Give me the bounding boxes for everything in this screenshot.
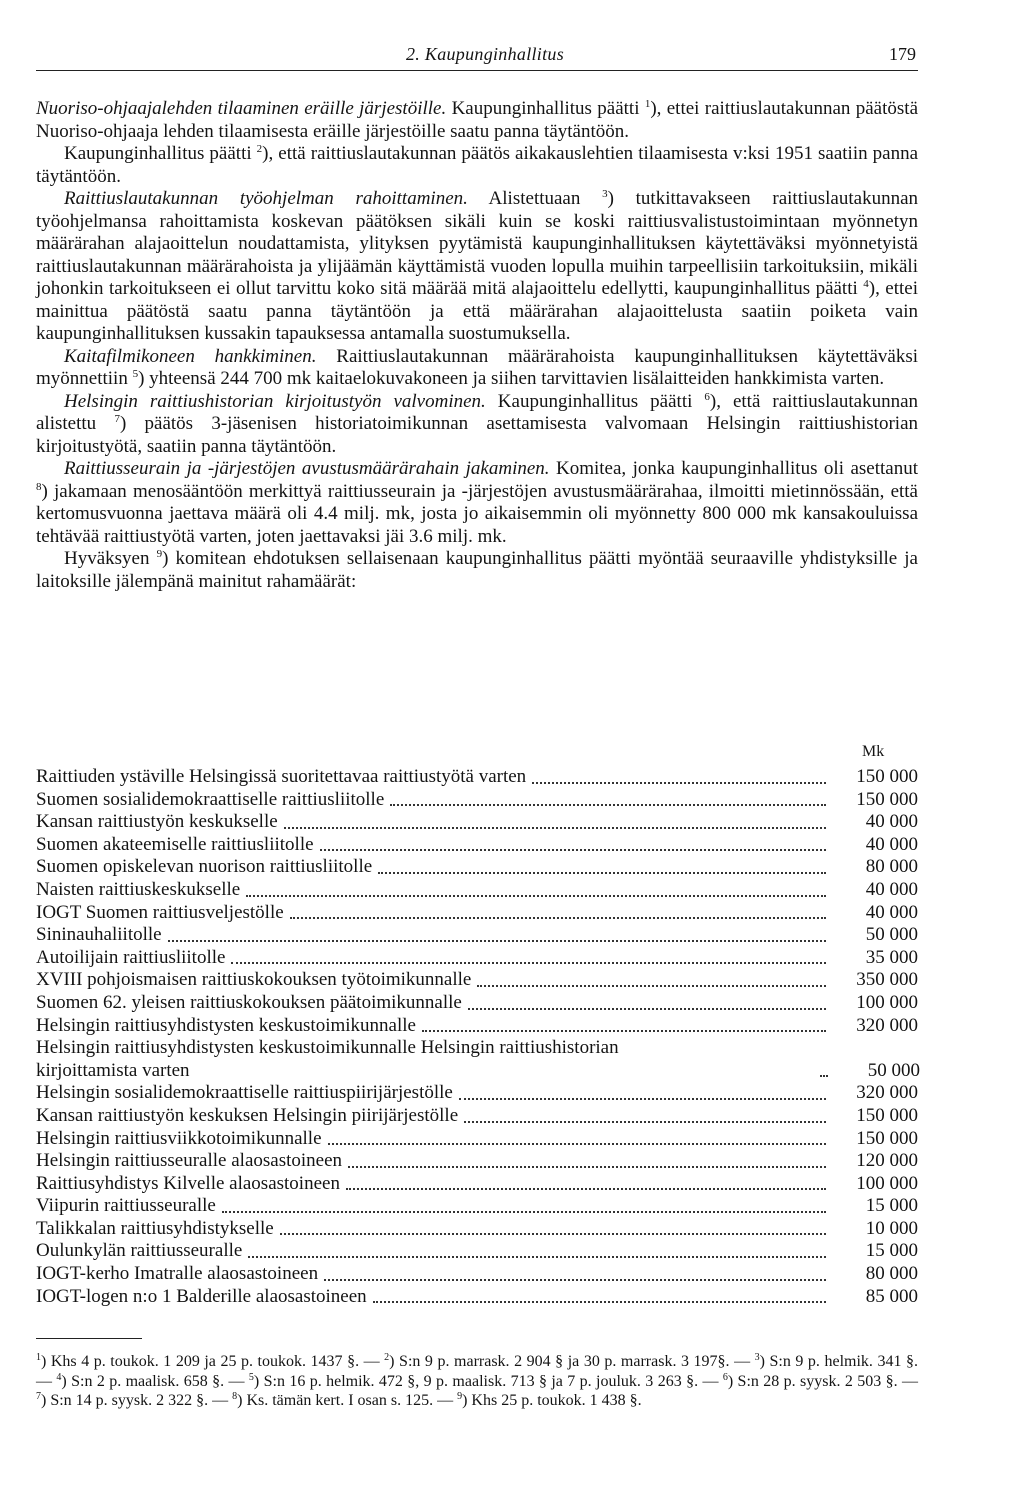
footnote-text: ) S:n 9 p. helmik. 341 §. — <box>36 1353 919 1390</box>
grant-recipient: Helsingin sosialidemokraattiselle raittiuspiirijärjestölle <box>36 1082 453 1104</box>
footnote-ref: 5 <box>132 368 139 380</box>
footnote-text: ) Ks. tämän kert. I osan s. 125. — <box>237 1392 458 1409</box>
footnote-ref: 1 <box>644 98 651 110</box>
paragraph-text: ), ettei raittiuslautakunnan päätöstä Nuoriso-ohjaaja lehden tilaamisesta eräille järjestöille saatu panna täytäntöön. <box>36 98 918 142</box>
grant-recipient: Suomen 62. yleisen raittiuskokouksen päätoimikunnalle <box>36 991 462 1013</box>
footnote-text: ) S:n 16 p. helmik. 472 §, 9 p. maalisk. 713 § ja 7 p. jouluk. 3 263 §. — <box>253 1372 723 1390</box>
grant-row <box>36 1105 918 1128</box>
section-heading: Raittiusseurain ja -järjestöjen avustusmäärärahain jakaminen. <box>64 458 550 479</box>
grant-amount: 320 000 <box>856 1082 918 1104</box>
grant-amount: 100 000 <box>856 991 918 1013</box>
section-heading: Raittiuslautakunnan työohjelman rahoittaminen. <box>64 188 468 209</box>
grant-row <box>36 834 918 857</box>
grant-row <box>36 947 918 970</box>
grant-amount: 35 000 <box>865 946 918 968</box>
dot-leader <box>284 827 826 829</box>
grant-recipient: Suomen opiskelevan nuorison raittiusliitolle <box>36 856 373 878</box>
footnote-text: ) S:n 2 p. maalisk. 658 §. — <box>61 1372 249 1390</box>
grant-amount: 40 000 <box>865 878 918 900</box>
grant-row <box>36 992 918 1015</box>
dot-leader <box>222 1211 826 1213</box>
running-header <box>36 44 918 71</box>
paragraph-text: ) päätös 3-jäsenisen historiatoimikunnan asettamisesta valvomaan Helsingin raittiushistorian kirjoitustyötä, saatiin panna täytäntöön. <box>36 413 918 457</box>
grant-amount: 40 000 <box>865 811 918 833</box>
grant-amount: 350 000 <box>856 969 918 991</box>
running-title: 2. Kaupunginhallitus <box>406 44 565 64</box>
dot-leader <box>328 1143 826 1145</box>
footnote-marker: 6 <box>722 1371 728 1383</box>
dot-leader <box>422 1030 826 1032</box>
grant-recipient: Viipurin raittiusseuralle <box>36 1195 216 1217</box>
footnote-ref: 7 <box>114 413 120 425</box>
grant-recipient: Oulunkylän raittiusseuralle <box>36 1240 243 1262</box>
dot-leader <box>378 872 826 874</box>
grant-amount: 120 000 <box>856 1150 918 1172</box>
grant-recipient: Helsingin raittiusyhdistysten keskustoimikunnalle Helsingin raittiushistorian kirjoittamista varten <box>36 1037 619 1081</box>
paragraph <box>36 346 918 391</box>
footnotes <box>36 1352 918 1411</box>
grant-row <box>36 856 918 879</box>
grant-row <box>36 924 918 947</box>
grant-row <box>36 1128 918 1151</box>
paragraph <box>36 391 918 459</box>
paragraph-text: Kaupunginhallitus päätti <box>485 390 705 412</box>
dot-leader <box>248 1256 826 1258</box>
grant-amount: 15 000 <box>865 1195 918 1217</box>
footnote-text: ) S:n 9 p. marrask. 2 904 § ja 30 p. marrask. 3 197§. — <box>389 1353 755 1370</box>
grant-amount: 50 000 <box>867 1059 920 1081</box>
grant-row <box>36 1218 918 1241</box>
footnote-ref: 6 <box>704 390 710 403</box>
paragraph-text: Kaupunginhallitus päätti <box>64 143 257 164</box>
dot-leader <box>373 1301 826 1303</box>
grant-row <box>36 1037 918 1082</box>
dot-leader <box>477 985 826 987</box>
body-text <box>36 98 918 593</box>
dot-leader <box>346 1188 826 1190</box>
footnote-marker: 2 <box>384 1352 390 1363</box>
footnote-marker: 8 <box>232 1391 238 1402</box>
grant-recipient: Talikkalan raittiusyhdistykselle <box>36 1217 274 1239</box>
paragraph <box>36 458 918 548</box>
grant-amount: 85 000 <box>865 1285 918 1307</box>
grant-recipient: IOGT Suomen raittiusveljestölle <box>36 901 284 923</box>
paragraph-text: ), ettei mainittua päätöstä saatu panna täytäntöön ja että määrärahan alajaoittelusta saatiin poiketa vain kaupunginhallituksen kussakin tapauksessa antamalla suostumuksella. <box>36 278 919 344</box>
dot-leader <box>320 849 826 851</box>
grant-amount: 100 000 <box>856 1172 918 1194</box>
grant-row <box>36 789 918 812</box>
footnote-marker: 5 <box>248 1371 254 1383</box>
grant-row <box>36 1240 918 1263</box>
grant-row <box>36 1150 918 1173</box>
dot-leader <box>246 895 826 897</box>
dot-leader <box>231 962 826 964</box>
grant-recipient: Suomen akateemiselle raittiusliitolle <box>36 833 314 855</box>
grant-amount: 150 000 <box>856 1104 918 1126</box>
footnote-marker: 7 <box>36 1391 41 1402</box>
footnote <box>384 1353 754 1370</box>
paragraph-text: Kaupunginhallitus päätti <box>446 98 645 119</box>
grant-amount: 80 000 <box>865 1263 918 1285</box>
paragraph-text: Komitea, jonka kaupunginhallitus oli asettanut <box>549 458 918 479</box>
grant-amount: 320 000 <box>856 1014 918 1036</box>
footnote-rule <box>36 1338 142 1339</box>
footnote-ref: 4 <box>863 278 869 290</box>
footnote <box>56 1373 249 1390</box>
footnote <box>232 1392 457 1409</box>
footnote <box>36 1353 384 1370</box>
dot-leader <box>348 1166 826 1168</box>
dot-leader <box>324 1279 826 1281</box>
paragraph-text: Raittiuslautakunnan määrärahoista kaupunginhallituksen käytettäväksi myönnettiin <box>36 345 918 389</box>
paragraph-text: ), että raittiuslautakunnan alistettu <box>36 390 918 434</box>
grant-recipient: Raittiuden ystäville Helsingissä suoritettavaa raittiustyötä varten <box>36 766 527 787</box>
grant-row <box>36 1015 918 1038</box>
grant-recipient: Autoilijain raittiusliitolle <box>36 946 226 968</box>
grant-recipient: Suomen sosialidemokraattiselle raittiusliitolle <box>36 788 385 810</box>
grant-amount: 150 000 <box>856 1127 918 1149</box>
section-heading: Nuoriso-ohjaajalehden tilaaminen eräille järjestöille. <box>36 98 447 119</box>
grant-amount: 80 000 <box>865 856 918 878</box>
grant-row <box>36 811 918 834</box>
grant-row <box>36 1173 918 1196</box>
footnote-text: ) Khs 4 p. toukok. 1 209 ja 25 p. toukok. 1437 §. — <box>41 1353 385 1370</box>
grant-amount: 150 000 <box>856 788 918 810</box>
paragraph-text: ) yhteensä 244 700 mk kaitaelokuvakoneen ja siihen tarvittavien lisälaitteiden hankkimista varten. <box>138 368 885 389</box>
footnote-marker: 9 <box>457 1391 463 1402</box>
grant-recipient: Helsingin raittiusviikkotoimikunnalle <box>36 1127 322 1149</box>
grant-recipient: Naisten raittiuskeskukselle <box>36 878 241 900</box>
grant-amount: 40 000 <box>865 901 918 923</box>
page-number: 179 <box>889 44 916 64</box>
dot-leader <box>464 1121 826 1123</box>
paragraph <box>36 98 918 143</box>
grant-amount: 40 000 <box>865 833 918 855</box>
grant-row <box>36 766 918 789</box>
grant-row <box>36 879 918 902</box>
grants-list <box>36 766 918 1308</box>
grant-row <box>36 1195 918 1218</box>
paragraph <box>36 188 918 346</box>
paragraph-text: ) jakamaan menosääntöön merkittyä raittiusseurain ja -järjestöjen avustusmäärärahaa, ilmoitti mietinnössään, että kertomusvuonna jaettava määrä oli 4.4 milj. mk, josta jo aikaisemmin oli myönnetty 800 000 mk kansakouluissa tehtävää raittiustyötä varten, joten jaettavaksi jäi 3.6 milj. mk. <box>36 480 918 547</box>
dot-leader <box>820 1075 828 1077</box>
paragraph <box>36 548 918 593</box>
footnote <box>36 1392 232 1409</box>
section-heading: Helsingin raittiushistorian kirjoitustyön valvominen. <box>64 390 486 412</box>
paragraph-text: ) komitean ehdotuksen sellaisenaan kaupunginhallitus päätti myöntää seuraaville yhdistyksille ja laitoksille jälempänä mainitut rahamäärät: <box>36 548 918 592</box>
grant-recipient: Kansan raittiustyön keskukselle <box>36 811 278 833</box>
footnote-marker: 4 <box>56 1371 62 1383</box>
grant-amount: 50 000 <box>865 924 918 946</box>
grant-row <box>36 902 918 925</box>
grant-recipient: IOGT-kerho Imatralle alaosastoineen <box>36 1263 319 1285</box>
footnote-text: ) S:n 28 p. syysk. 2 503 §. — <box>727 1372 919 1390</box>
dot-leader <box>168 940 826 942</box>
dot-leader <box>532 782 826 784</box>
dot-leader <box>290 917 826 919</box>
grant-recipient: Helsingin raittiusyhdistysten keskustoimikunnalle <box>36 1014 416 1036</box>
grant-recipient: IOGT-logen n:o 1 Balderille alaosastoineen <box>36 1285 367 1307</box>
footnote <box>249 1373 723 1390</box>
footnote-ref: 2 <box>256 143 263 155</box>
grant-row <box>36 1082 918 1105</box>
grant-recipient: Kansan raittiustyön keskuksen Helsingin piirijärjestölle <box>36 1104 459 1126</box>
grant-recipient: XVIII pohjoismaisen raittiuskokouksen työtoimikunnalle <box>36 969 472 991</box>
grant-amount: 150 000 <box>856 766 918 787</box>
footnote-text: ) S:n 14 p. syysk. 2 322 §. — <box>41 1392 233 1409</box>
footnote-ref: 3 <box>602 188 608 200</box>
dot-leader <box>459 1098 826 1100</box>
footnote-ref: 9 <box>156 548 163 560</box>
grant-row <box>36 1286 918 1309</box>
grant-row <box>36 969 918 992</box>
paragraph-text: ) tutkittavakseen raittiuslautakunnan työohjelmansa rahoittamista koskevan päätöksen sikäli kuin se koski raittiusvalistustoimintaan myönnetyn määrärahan alajaoittelun noudattamista, ylityksen pyytämistä kaupunginhallituksen käytettäväksi myönnetyistä raittiuslautakunnan määrärahoista ja ylijäämän käyttämistä vuoden lopulla muihin tarpeellisiin tarkoituksiin, mikäli johonkin tarkoitukseen ei ollut tarvittu koko sitä määrää mitä alajaoittelu edellytti, kaupunginhallitus päätti <box>36 188 919 299</box>
dot-leader <box>468 1008 826 1010</box>
footnote <box>457 1392 642 1409</box>
currency-column-label: Mk <box>862 743 885 760</box>
grant-recipient: Helsingin raittiusseuralle alaosastoineen <box>36 1150 343 1172</box>
section-heading: Kaitafilmikoneen hankkiminen. <box>64 345 317 367</box>
dot-leader <box>390 804 826 806</box>
footnote <box>723 1373 918 1390</box>
paragraph <box>36 143 918 188</box>
footnote-text: ) Khs 25 p. toukok. 1 438 §. <box>462 1392 642 1409</box>
grant-amount: 10 000 <box>865 1217 918 1239</box>
paragraph-text: Alistettuaan <box>467 188 603 209</box>
paragraph-text: Hyväksyen <box>64 548 157 569</box>
grant-amount: 15 000 <box>865 1240 918 1262</box>
footnote-marker: 1 <box>36 1352 41 1363</box>
paragraph-text: ), että raittiuslautakunnan päätös aikakauslehtien tilaamisesta v:ksi 1951 saatiin panna täytäntöön. <box>36 143 919 187</box>
grant-row <box>36 1263 918 1286</box>
grant-recipient: Raittiusyhdistys Kilvelle alaosastoineen <box>36 1172 340 1194</box>
dot-leader <box>280 1233 826 1235</box>
footnote-marker: 3 <box>754 1352 760 1363</box>
grant-recipient: Sininauhaliitolle <box>36 924 162 946</box>
footnote-ref: 8 <box>36 480 42 493</box>
